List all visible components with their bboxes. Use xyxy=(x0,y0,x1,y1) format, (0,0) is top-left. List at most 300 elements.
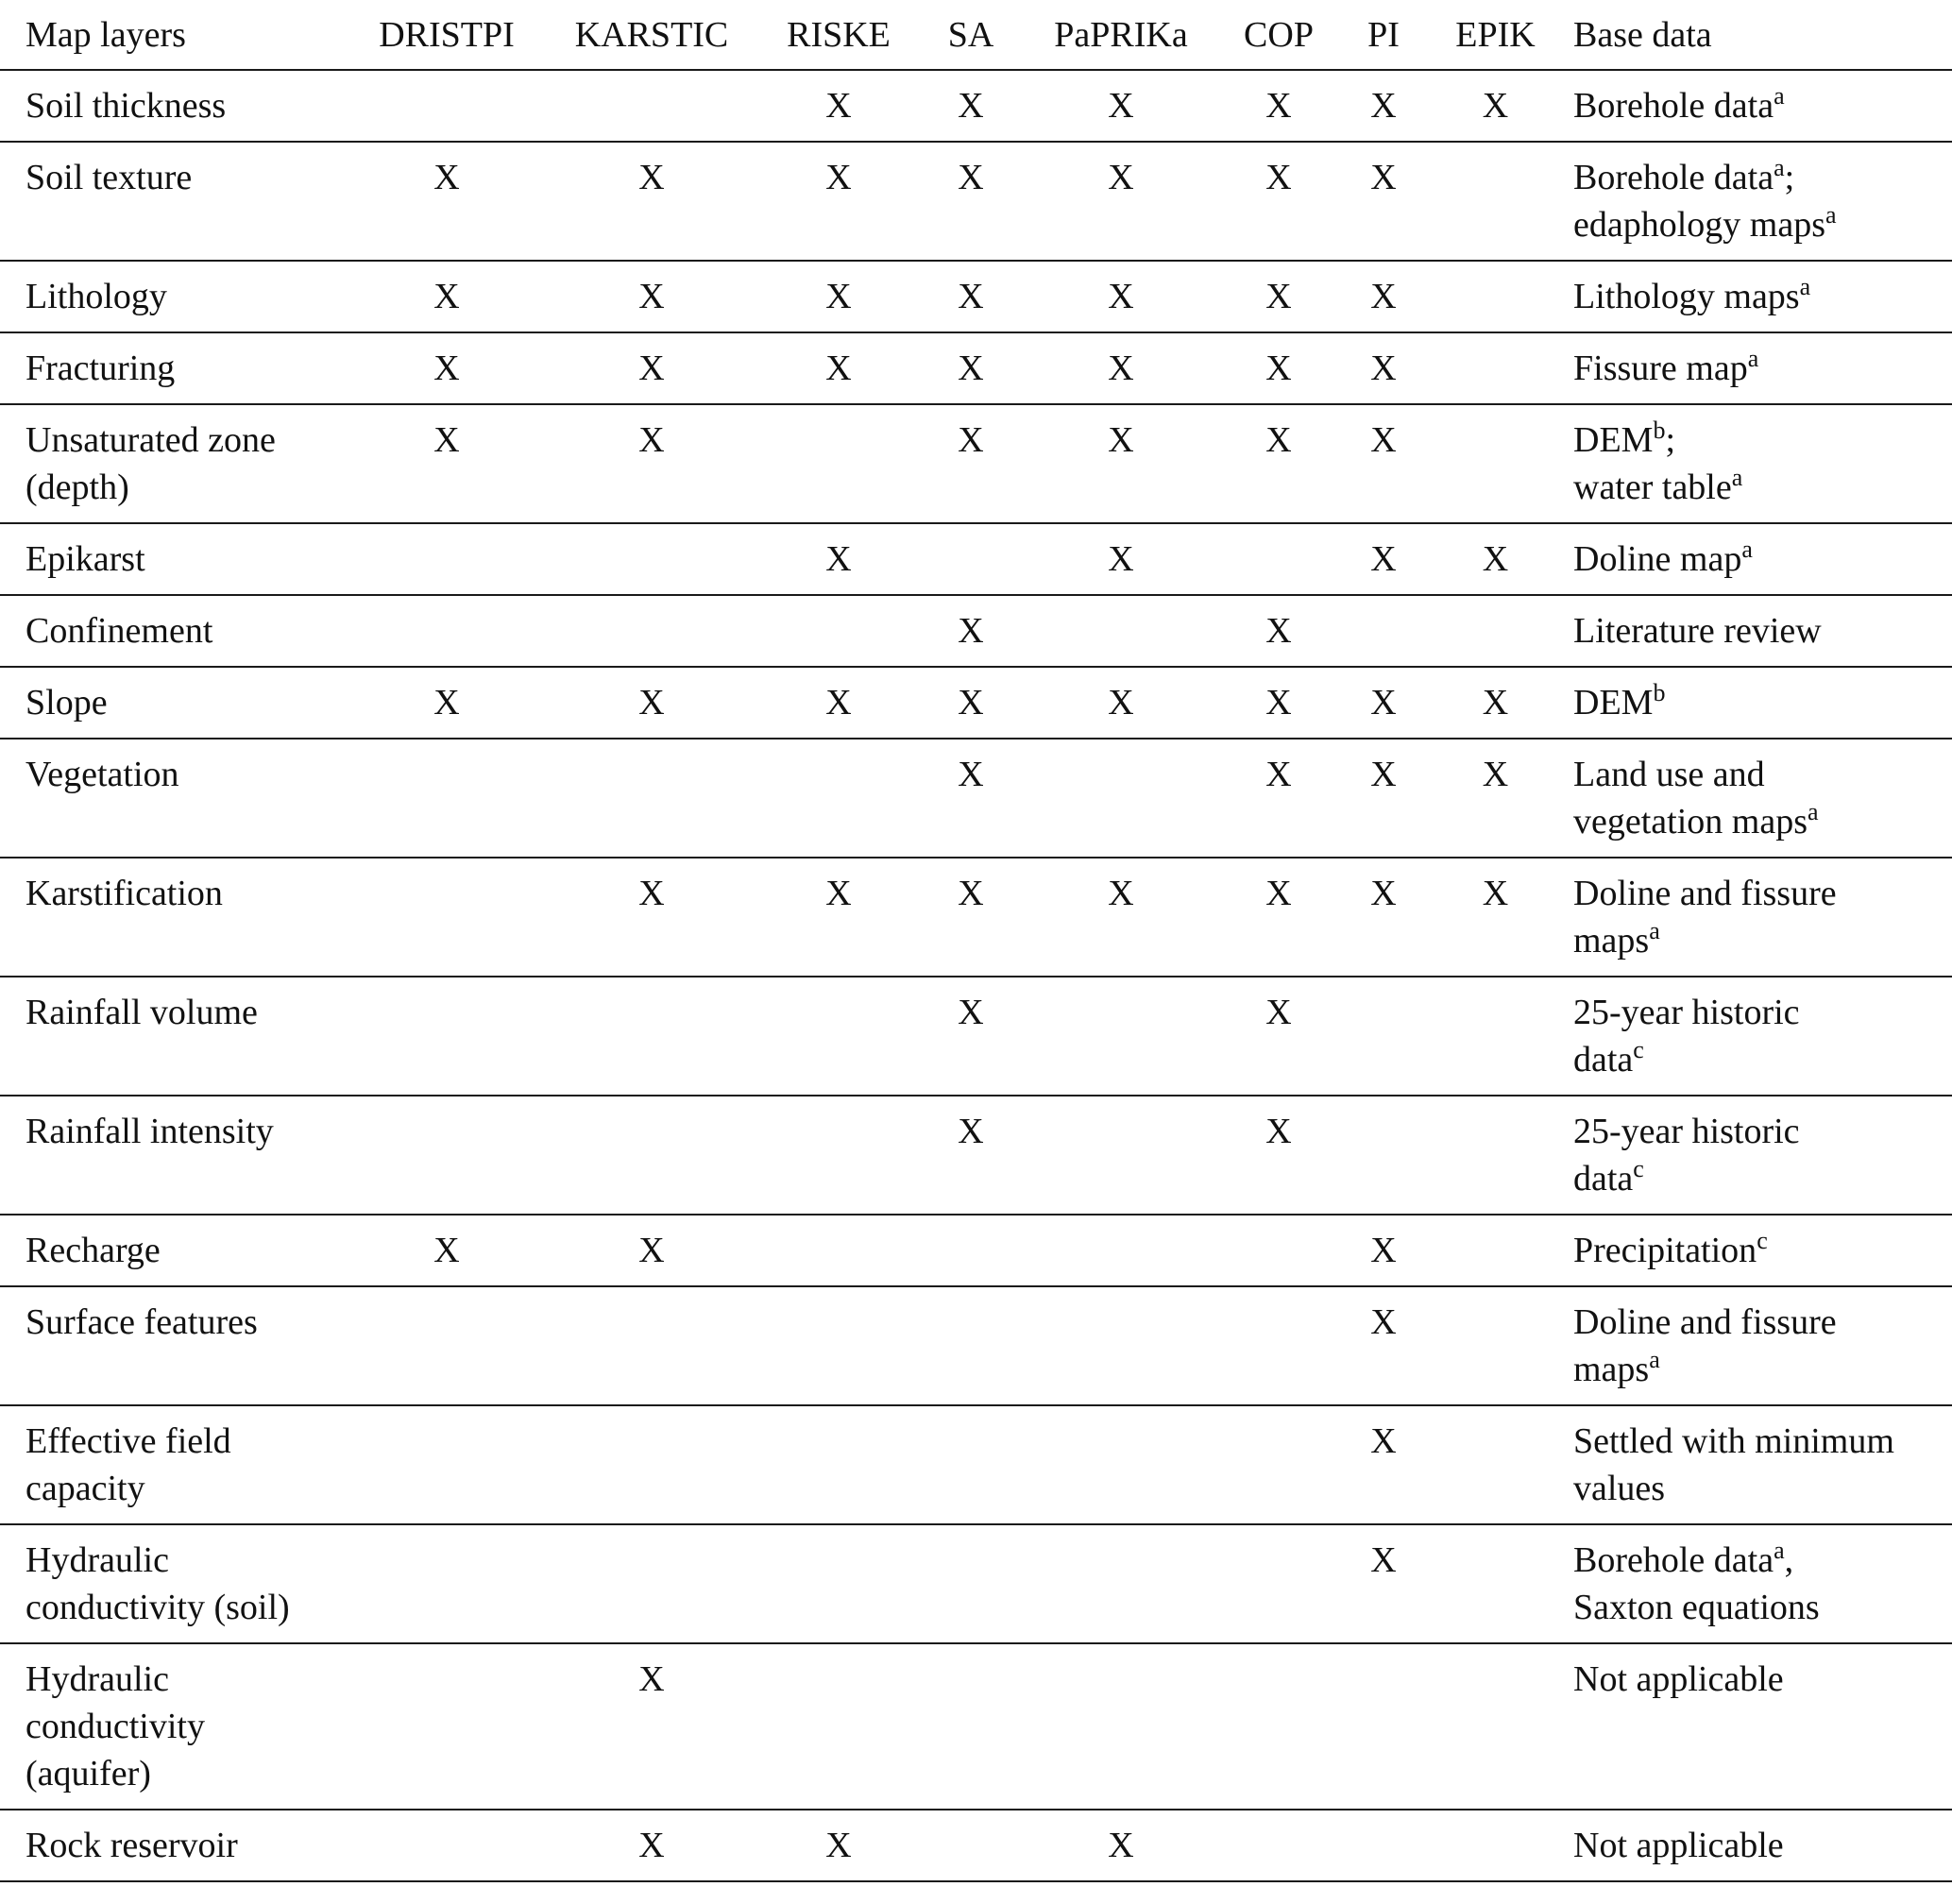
cell-mark xyxy=(1023,1096,1219,1215)
cell-map-layer xyxy=(0,142,348,261)
cell-base-data-line xyxy=(1573,1346,1952,1393)
check-mark: X xyxy=(1370,539,1397,579)
cell-map-layer xyxy=(0,1096,348,1215)
footnote-marker: b xyxy=(1653,679,1666,706)
cell-mark xyxy=(758,595,919,667)
check-mark: X xyxy=(1108,539,1134,579)
cell-base-data-line xyxy=(1573,1036,1952,1083)
cell-base-data xyxy=(1562,142,1952,261)
cell-base-data-line xyxy=(1573,154,1952,201)
cell-mark xyxy=(919,1286,1023,1405)
table-row xyxy=(0,977,1952,1096)
table-row xyxy=(0,595,1952,667)
cell-mark xyxy=(545,667,758,739)
cell-base-data-line xyxy=(1573,917,1952,964)
cell-mark xyxy=(919,332,1023,404)
base-data-text: Doline and fissure xyxy=(1573,874,1837,913)
check-mark: X xyxy=(1108,1826,1134,1865)
check-mark: X xyxy=(958,683,984,722)
cell-mark xyxy=(1338,739,1429,858)
cell-base-data-line xyxy=(1573,1108,1952,1155)
check-mark: X xyxy=(825,539,852,579)
check-mark: X xyxy=(1370,1231,1397,1270)
check-mark: X xyxy=(1370,158,1397,197)
table-row xyxy=(0,70,1952,142)
cell-mark xyxy=(545,595,758,667)
cell-mark xyxy=(348,1405,545,1524)
cell-mark xyxy=(1338,1405,1429,1524)
table-row xyxy=(0,261,1952,332)
cell-mark xyxy=(1023,523,1219,595)
check-mark: X xyxy=(1265,683,1292,722)
cell-mark xyxy=(1219,1096,1338,1215)
base-data-text: Borehole data xyxy=(1573,1540,1774,1580)
check-mark: X xyxy=(433,420,460,460)
table-row xyxy=(0,1286,1952,1405)
cell-mark xyxy=(919,667,1023,739)
check-mark: X xyxy=(1370,420,1397,460)
check-mark: X xyxy=(638,158,665,197)
cell-base-data-line xyxy=(1573,751,1952,798)
cell-mark xyxy=(348,858,545,977)
cell-mark xyxy=(348,404,545,523)
footnote-marker: c xyxy=(1633,1155,1644,1182)
check-mark: X xyxy=(958,348,984,388)
cell-base-data-line xyxy=(1573,201,1952,248)
cell-mark xyxy=(1219,1215,1338,1286)
cell-mark xyxy=(758,142,919,261)
table-row xyxy=(0,1810,1952,1881)
cell-mark xyxy=(1219,332,1338,404)
cell-mark xyxy=(1429,1215,1562,1286)
header-paprika: PaPRIKa xyxy=(1054,15,1188,55)
cell-mark xyxy=(1338,1810,1429,1881)
check-mark: X xyxy=(958,874,984,913)
check-mark: X xyxy=(1482,539,1509,579)
cell-mark xyxy=(348,70,545,142)
cell-map-layer-line: Lithology xyxy=(25,277,167,316)
check-mark: X xyxy=(638,1231,665,1270)
cell-mark xyxy=(545,70,758,142)
cell-mark xyxy=(348,1524,545,1643)
cell-mark xyxy=(1338,1286,1429,1405)
check-mark: X xyxy=(1265,348,1292,388)
cell-mark xyxy=(919,142,1023,261)
cell-map-layer xyxy=(0,1643,348,1810)
table-row xyxy=(0,142,1952,261)
check-mark: X xyxy=(1370,1421,1397,1461)
cell-map-layer-line: Karstification xyxy=(25,874,223,913)
check-mark: X xyxy=(638,1826,665,1865)
cell-mark xyxy=(348,1215,545,1286)
cell-base-data xyxy=(1562,1810,1952,1881)
check-mark: X xyxy=(1108,158,1134,197)
cell-mark xyxy=(1023,739,1219,858)
cell-mark xyxy=(919,595,1023,667)
cell-mark xyxy=(348,142,545,261)
base-data-text: data xyxy=(1573,1159,1634,1198)
cell-mark xyxy=(545,1215,758,1286)
check-mark: X xyxy=(1370,1540,1397,1580)
cell-mark xyxy=(758,1215,919,1286)
cell-mark xyxy=(919,1215,1023,1286)
cell-map-layer-line: capacity xyxy=(25,1469,145,1508)
footnote-marker: a xyxy=(1649,1346,1660,1373)
footnote-marker: a xyxy=(1825,201,1837,229)
cell-map-layer-line: Fracturing xyxy=(25,348,176,388)
check-mark: X xyxy=(1370,1302,1397,1342)
check-mark: X xyxy=(638,1659,665,1699)
cell-mark xyxy=(1023,404,1219,523)
cell-mark xyxy=(1338,70,1429,142)
header-base-data: Base data xyxy=(1573,15,1712,55)
footnote-marker: a xyxy=(1807,798,1819,825)
check-mark: X xyxy=(1370,348,1397,388)
cell-map-layer xyxy=(0,595,348,667)
cell-map-layer-line: Rock reservoir xyxy=(25,1826,238,1865)
check-mark: X xyxy=(1265,158,1292,197)
cell-mark xyxy=(1023,1643,1219,1810)
base-data-text: Saxton equations xyxy=(1573,1588,1820,1627)
check-mark: X xyxy=(638,277,665,316)
cell-mark xyxy=(545,1405,758,1524)
footnote-marker: a xyxy=(1731,464,1743,491)
cell-map-layer xyxy=(0,332,348,404)
base-data-text: Settled with minimum xyxy=(1573,1421,1894,1461)
cell-mark xyxy=(1429,261,1562,332)
cell-map-layer-line: Rainfall volume xyxy=(25,993,258,1032)
cell-mark xyxy=(1219,261,1338,332)
cell-base-data-line xyxy=(1573,1822,1952,1869)
cell-mark xyxy=(1429,1405,1562,1524)
cell-mark xyxy=(758,667,919,739)
cell-mark xyxy=(1023,667,1219,739)
base-data-text: , xyxy=(1784,1540,1794,1580)
cell-base-data xyxy=(1562,739,1952,858)
cell-mark xyxy=(1429,1643,1562,1810)
cell-mark xyxy=(1219,595,1338,667)
cell-mark xyxy=(1429,739,1562,858)
base-data-text: data xyxy=(1573,1040,1634,1080)
cell-map-layer-line: Recharge xyxy=(25,1231,161,1270)
cell-mark xyxy=(1023,261,1219,332)
check-mark: X xyxy=(1482,86,1509,126)
table-row xyxy=(0,1215,1952,1286)
cell-base-data xyxy=(1562,667,1952,739)
cell-map-layer-line: Rainfall intensity xyxy=(25,1112,274,1151)
table-row xyxy=(0,1524,1952,1643)
base-data-text: ; xyxy=(1784,158,1795,197)
cell-mark xyxy=(1023,977,1219,1096)
cell-base-data xyxy=(1562,977,1952,1096)
cell-base-data xyxy=(1562,332,1952,404)
footnote-marker: a xyxy=(1741,536,1753,563)
table-row xyxy=(0,404,1952,523)
check-mark: X xyxy=(825,683,852,722)
cell-mark xyxy=(1429,977,1562,1096)
check-mark: X xyxy=(1482,755,1509,794)
base-data-text: Not applicable xyxy=(1573,1659,1784,1699)
cell-base-data xyxy=(1562,1524,1952,1643)
check-mark: X xyxy=(1265,277,1292,316)
cell-base-data-line xyxy=(1573,1155,1952,1202)
cell-mark xyxy=(1219,523,1338,595)
table-row xyxy=(0,667,1952,739)
header-row xyxy=(0,0,1952,70)
check-mark: X xyxy=(1265,874,1292,913)
cell-base-data xyxy=(1562,1405,1952,1524)
cell-mark xyxy=(348,977,545,1096)
cell-map-layer xyxy=(0,1810,348,1881)
check-mark: X xyxy=(1265,755,1292,794)
cell-base-data-line xyxy=(1573,1418,1952,1465)
cell-map-layer xyxy=(0,1524,348,1643)
header-karstic: KARSTIC xyxy=(574,15,729,55)
check-mark: X xyxy=(433,1231,460,1270)
cell-mark xyxy=(1023,858,1219,977)
cell-mark xyxy=(1219,404,1338,523)
cell-map-layer xyxy=(0,977,348,1096)
cell-mark xyxy=(1429,523,1562,595)
footnote-marker: a xyxy=(1747,345,1759,372)
cell-mark xyxy=(1429,70,1562,142)
cell-mark xyxy=(1338,1643,1429,1810)
base-data-text: Land use and xyxy=(1573,755,1765,794)
base-data-text: Borehole data xyxy=(1573,86,1774,126)
cell-base-data xyxy=(1562,523,1952,595)
cell-mark xyxy=(919,1643,1023,1810)
footnote-marker: a xyxy=(1799,273,1811,300)
cell-mark xyxy=(1219,739,1338,858)
cell-mark xyxy=(348,1096,545,1215)
check-mark: X xyxy=(1482,683,1509,722)
cell-mark xyxy=(1429,404,1562,523)
check-mark: X xyxy=(638,420,665,460)
cell-mark xyxy=(919,1405,1023,1524)
cell-map-layer-line: (aquifer) xyxy=(25,1754,151,1794)
cell-mark xyxy=(919,1810,1023,1881)
check-mark: X xyxy=(433,158,460,197)
cell-base-data xyxy=(1562,595,1952,667)
base-data-text: DEM xyxy=(1573,683,1654,722)
cell-map-layer xyxy=(0,404,348,523)
cell-mark xyxy=(1023,1524,1219,1643)
check-mark: X xyxy=(1108,683,1134,722)
header-epik: EPIK xyxy=(1455,15,1536,55)
check-mark: X xyxy=(958,86,984,126)
cell-map-layer xyxy=(0,1215,348,1286)
cell-base-data-line xyxy=(1573,1537,1952,1584)
cell-mark xyxy=(1219,1810,1338,1881)
cell-mark xyxy=(348,667,545,739)
table-row xyxy=(0,1096,1952,1215)
base-data-text: 25-year historic xyxy=(1573,993,1800,1032)
cell-mark xyxy=(758,70,919,142)
cell-mark xyxy=(1338,1524,1429,1643)
cell-mark xyxy=(545,1643,758,1810)
cell-base-data-line xyxy=(1573,1227,1952,1274)
cell-mark xyxy=(545,523,758,595)
cell-mark xyxy=(758,1286,919,1405)
cell-mark xyxy=(919,70,1023,142)
cell-mark xyxy=(919,858,1023,977)
cell-mark xyxy=(1429,1810,1562,1881)
check-mark: X xyxy=(1370,755,1397,794)
check-mark: X xyxy=(1108,874,1134,913)
cell-mark xyxy=(1023,1286,1219,1405)
cell-map-layer xyxy=(0,261,348,332)
cell-mark xyxy=(1023,142,1219,261)
check-mark: X xyxy=(1108,420,1134,460)
cell-mark xyxy=(545,1096,758,1215)
cell-mark xyxy=(348,261,545,332)
check-mark: X xyxy=(1265,420,1292,460)
cell-mark xyxy=(919,404,1023,523)
cell-mark xyxy=(1429,1524,1562,1643)
check-mark: X xyxy=(638,683,665,722)
cell-base-data xyxy=(1562,1643,1952,1810)
cell-base-data-line xyxy=(1573,1584,1952,1631)
cell-mark xyxy=(758,1810,919,1881)
header-map-layers: Map layers xyxy=(25,15,186,55)
check-mark: X xyxy=(958,993,984,1032)
cell-base-data-line xyxy=(1573,870,1952,917)
check-mark: X xyxy=(958,755,984,794)
cell-base-data-line xyxy=(1573,679,1952,726)
base-data-text: Doline and fissure xyxy=(1573,1302,1837,1342)
cell-map-layer-line: Epikarst xyxy=(25,539,145,579)
cell-base-data-line xyxy=(1573,798,1952,845)
cell-mark xyxy=(1219,1643,1338,1810)
cell-map-layer xyxy=(0,523,348,595)
cell-mark xyxy=(348,739,545,858)
check-mark: X xyxy=(638,874,665,913)
footnote-marker: c xyxy=(1633,1036,1644,1063)
cell-mark xyxy=(545,142,758,261)
cell-mark xyxy=(1219,667,1338,739)
base-data-text: edaphology maps xyxy=(1573,205,1826,245)
cell-mark xyxy=(919,261,1023,332)
check-mark: X xyxy=(958,611,984,651)
check-mark: X xyxy=(1265,86,1292,126)
cell-mark xyxy=(545,1810,758,1881)
base-data-text: vegetation maps xyxy=(1573,802,1808,842)
footnote-marker: a xyxy=(1649,917,1660,944)
cell-mark xyxy=(758,977,919,1096)
cell-map-layer-line: Unsaturated zone xyxy=(25,420,276,460)
cell-mark xyxy=(1429,142,1562,261)
cell-mark xyxy=(1338,1096,1429,1215)
cell-mark xyxy=(758,523,919,595)
cell-map-layer xyxy=(0,667,348,739)
footnote-marker: a xyxy=(1774,154,1785,181)
check-mark: X xyxy=(1265,993,1292,1032)
cell-mark xyxy=(545,1286,758,1405)
check-mark: X xyxy=(958,1112,984,1151)
header-cop: COP xyxy=(1244,15,1314,55)
cell-mark xyxy=(919,977,1023,1096)
cell-base-data-line xyxy=(1573,273,1952,320)
cell-mark xyxy=(919,1524,1023,1643)
cell-map-layer-line: (depth) xyxy=(25,468,129,507)
base-data-text: Lithology maps xyxy=(1573,277,1800,316)
cell-mark xyxy=(758,1643,919,1810)
cell-mark xyxy=(758,1524,919,1643)
cell-mark xyxy=(758,858,919,977)
cell-mark xyxy=(1023,1810,1219,1881)
cell-base-data-line xyxy=(1573,536,1952,583)
cell-mark xyxy=(1219,858,1338,977)
cell-base-data xyxy=(1562,1215,1952,1286)
table-row xyxy=(0,523,1952,595)
cell-mark xyxy=(919,739,1023,858)
table-row xyxy=(0,858,1952,977)
cell-mark xyxy=(1219,1405,1338,1524)
base-data-text: Not applicable xyxy=(1573,1826,1784,1865)
check-mark: X xyxy=(825,158,852,197)
cell-map-layer xyxy=(0,1405,348,1524)
cell-mark xyxy=(1338,523,1429,595)
header-sa: SA xyxy=(947,15,994,55)
cell-base-data-line xyxy=(1573,416,1952,464)
cell-mark xyxy=(1429,667,1562,739)
check-mark: X xyxy=(1108,277,1134,316)
cell-map-layer xyxy=(0,739,348,858)
check-mark: X xyxy=(433,683,460,722)
table-row xyxy=(0,1643,1952,1810)
cell-mark xyxy=(1219,142,1338,261)
check-mark: X xyxy=(1108,348,1134,388)
cell-mark xyxy=(758,261,919,332)
base-data-text: Borehole data xyxy=(1573,158,1774,197)
cell-mark xyxy=(348,1643,545,1810)
cell-base-data-line xyxy=(1573,1656,1952,1703)
check-mark: X xyxy=(958,158,984,197)
cell-base-data xyxy=(1562,404,1952,523)
footnote-marker: a xyxy=(1774,82,1785,110)
table-row xyxy=(0,332,1952,404)
header-riske: RISKE xyxy=(787,15,891,55)
cell-mark xyxy=(919,523,1023,595)
cell-base-data xyxy=(1562,858,1952,977)
cell-mark xyxy=(919,1096,1023,1215)
cell-mark xyxy=(348,523,545,595)
cell-base-data-line xyxy=(1573,1299,1952,1346)
cell-mark xyxy=(545,261,758,332)
check-mark: X xyxy=(1482,874,1509,913)
check-mark: X xyxy=(1265,611,1292,651)
check-mark: X xyxy=(1108,86,1134,126)
cell-mark xyxy=(1023,595,1219,667)
cell-base-data xyxy=(1562,261,1952,332)
cell-mark xyxy=(1338,404,1429,523)
cell-mark xyxy=(758,404,919,523)
cell-map-layer-line: Hydraulic xyxy=(25,1659,169,1699)
check-mark: X xyxy=(1265,1112,1292,1151)
cell-mark xyxy=(1429,1096,1562,1215)
cell-map-layer-line: Hydraulic xyxy=(25,1540,169,1580)
base-data-text: values xyxy=(1573,1469,1666,1508)
base-data-text: Fissure map xyxy=(1573,348,1748,388)
cell-mark xyxy=(1338,667,1429,739)
cell-base-data-line xyxy=(1573,1465,1952,1512)
cell-mark xyxy=(758,1405,919,1524)
cell-map-layer-line: conductivity (soil) xyxy=(25,1588,290,1627)
cell-mark xyxy=(1429,595,1562,667)
cell-mark xyxy=(1219,1286,1338,1405)
cell-mark xyxy=(348,595,545,667)
cell-mark xyxy=(545,1524,758,1643)
